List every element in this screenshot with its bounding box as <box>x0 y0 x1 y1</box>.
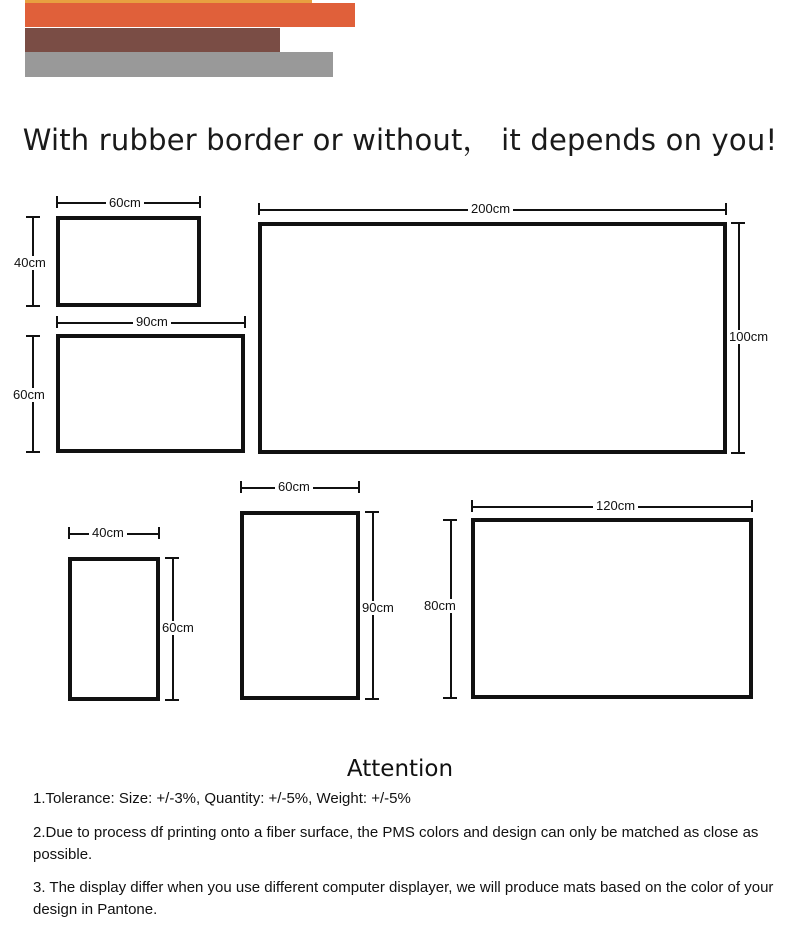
mat-outline <box>56 216 201 307</box>
mat-outline <box>258 222 727 454</box>
width-label: 200cm <box>468 202 513 216</box>
note-color-matching: 2.Due to process df printing onto a fiber surface, the PMS colors and design can only be matched as close as possible. <box>33 824 759 863</box>
note-tolerance: 1.Tolerance: Size: +/-3%, Quantity: +/-5%, Weight: +/-5% <box>33 790 411 807</box>
width-label: 60cm <box>106 196 144 210</box>
mat-outline <box>56 334 245 453</box>
height-label: 80cm <box>421 599 459 613</box>
height-label: 60cm <box>159 621 197 635</box>
mat-outline <box>471 518 753 699</box>
headline: With rubber border or without， it depends on you! <box>22 123 778 157</box>
accent-bar-orange <box>25 3 355 27</box>
height-label: 60cm <box>10 388 48 402</box>
width-label: 120cm <box>593 499 638 513</box>
accent-bar-brown <box>25 28 280 52</box>
attention-title: Attention <box>346 756 454 782</box>
height-label: 100cm <box>726 330 771 344</box>
height-label: 90cm <box>359 601 397 615</box>
width-label: 40cm <box>89 526 127 540</box>
width-label: 90cm <box>133 315 171 329</box>
mat-outline <box>68 557 160 701</box>
note-display-difference: 3. The display differ when you use different computer displayer, we will produce mats based on the color of your design in Pantone. <box>33 879 774 918</box>
mat-outline <box>240 511 360 700</box>
height-label: 40cm <box>11 256 49 270</box>
width-label: 60cm <box>275 480 313 494</box>
accent-bar-gray <box>25 52 333 77</box>
